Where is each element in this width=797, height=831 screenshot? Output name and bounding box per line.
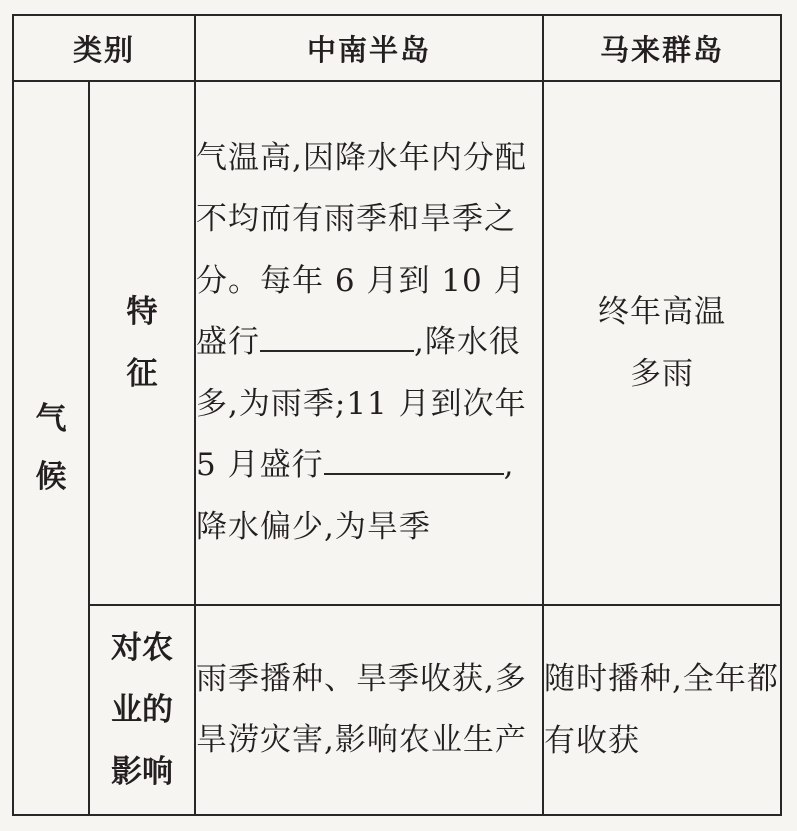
row-label-agriculture: 对农业的影响 (111, 630, 173, 790)
indochina-features-cell (195, 81, 543, 605)
header-row (13, 15, 781, 81)
malay-agriculture-text: 随时播种,全年都有收获 (544, 661, 779, 759)
row-group-climate (13, 81, 89, 815)
malay-agriculture-cell (543, 605, 781, 815)
row-label-agriculture-cell (89, 605, 195, 815)
answer-blank-2[interactable] (324, 437, 504, 475)
indochina-agriculture-text: 雨季播种、旱季收获,多旱涝灾害,影响农业生产 (196, 660, 527, 758)
header-indochina: 中南半岛 (195, 15, 543, 81)
indochina-features-text-3: ,降水偏少,为旱季 (196, 447, 515, 545)
row-features (13, 81, 781, 605)
row-group-climate-label: 气候 (35, 401, 67, 495)
header-malay: 马来群岛 (543, 15, 781, 81)
indochina-features-text-1: 气温高,因降水年内分配不均而有雨季和旱季之分。每年 6 月到 10 月盛行 (196, 139, 527, 361)
row-agriculture (13, 605, 781, 815)
malay-features-text: 终年高温多雨 (598, 294, 726, 392)
header-category: 类别 (13, 15, 195, 81)
row-label-features: 特征 (126, 294, 158, 392)
climate-comparison-table (12, 14, 782, 816)
malay-features-cell (543, 81, 781, 605)
row-label-features-cell (89, 81, 195, 605)
indochina-features-text-2: ,降水很多,为雨季;11 月到次年 5 月盛行 (196, 324, 527, 484)
answer-blank-1-continued[interactable] (366, 314, 414, 352)
indochina-agriculture-cell (195, 605, 543, 815)
answer-blank-1[interactable] (260, 314, 366, 352)
